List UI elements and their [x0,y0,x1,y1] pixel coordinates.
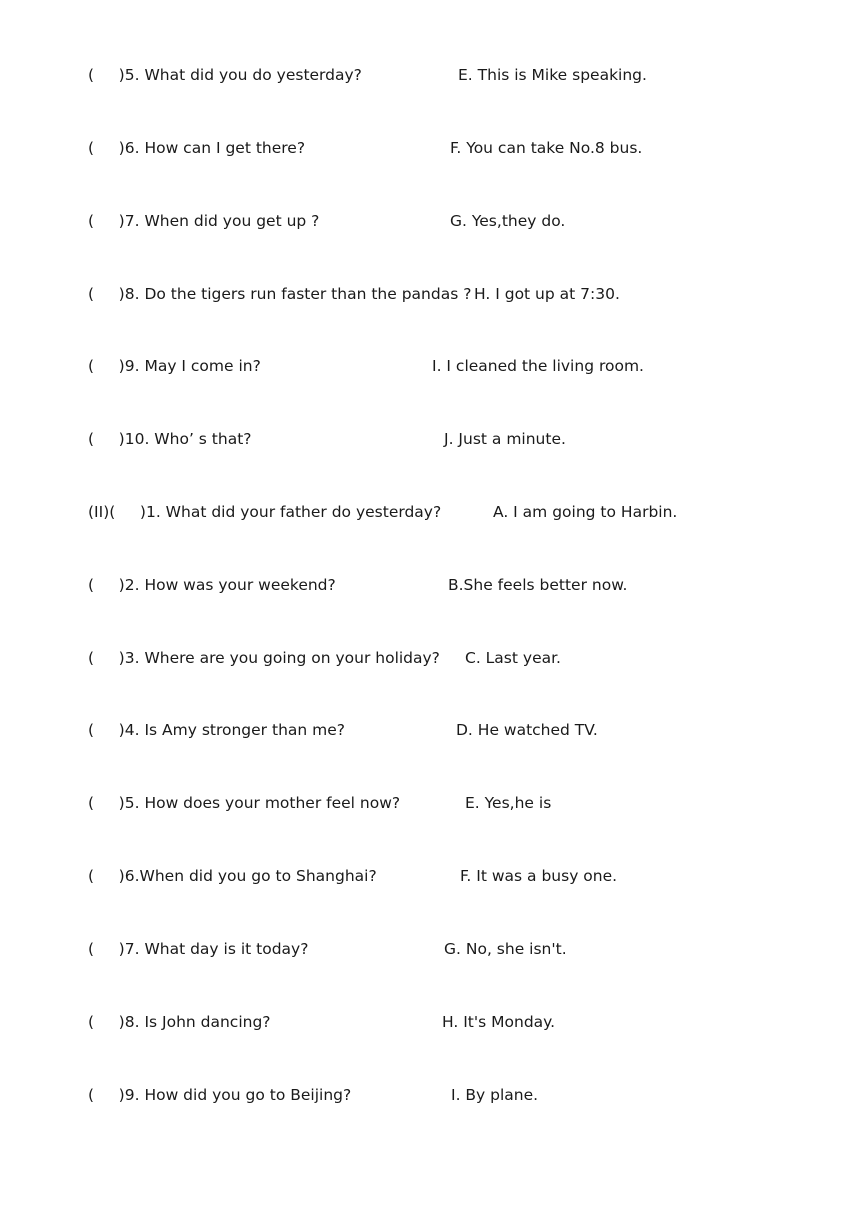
question-text: ( )2. How was your weekend? [88,576,336,594]
question-text: ( )6.When did you go to Shanghai? [88,867,377,885]
matching-row [88,63,647,87]
question-text: ( )5. How does your mother feel now? [88,794,401,812]
answer-text: I. I cleaned the living room. [432,357,644,375]
matching-row [88,1083,539,1107]
answer-text: D. He watched TV. [456,721,598,739]
matching-row [88,937,567,961]
question-text: ( )6. How can I get there? [88,139,306,157]
answer-text: G. No, she isn't. [444,940,567,958]
answer-text: F. It was a busy one. [460,867,618,885]
question-text: ( )9. May I come in? [88,357,261,375]
answer-text: E. Yes,he is [465,794,552,812]
answer-text: I. By plane. [451,1086,539,1104]
answer-text: H. It's Monday. [442,1013,556,1031]
question-text: ( )5. What did you do yesterday? [88,66,362,84]
question-text: (II)( )1. What did your father do yesterday? [88,503,442,521]
answer-text: G. Yes,they do. [450,212,566,230]
matching-row [88,573,628,597]
matching-row [88,427,566,451]
question-text: ( )10. Who’ s that? [88,430,252,448]
question-text: ( )8. Is John dancing? [88,1013,271,1031]
matching-row [88,864,618,888]
answer-text: B.She feels better now. [448,576,628,594]
answer-text: F. You can take No.8 bus. [450,139,643,157]
matching-row [88,282,620,306]
matching-row [88,209,566,233]
question-text: ( )4. Is Amy stronger than me? [88,721,345,739]
question-text: ( )9. How did you go to Beijing? [88,1086,352,1104]
answer-text: E. This is Mike speaking. [458,66,647,84]
answer-text: H. I got up at 7:30. [474,285,620,303]
matching-row [88,500,678,524]
question-text: ( )8. Do the tigers run faster than the pandas ? [88,285,472,303]
answer-text: C. Last year. [465,649,561,667]
matching-row [88,791,552,815]
matching-row [88,646,561,670]
question-text: ( )3. Where are you going on your holiday? [88,649,440,667]
matching-row [88,1010,556,1034]
question-text: ( )7. What day is it today? [88,940,309,958]
question-text: ( )7. When did you get up ? [88,212,320,230]
answer-text: A. I am going to Harbin. [493,503,678,521]
matching-row [88,136,643,160]
matching-row [88,354,644,378]
matching-row [88,718,598,742]
answer-text: J. Just a minute. [444,430,566,448]
